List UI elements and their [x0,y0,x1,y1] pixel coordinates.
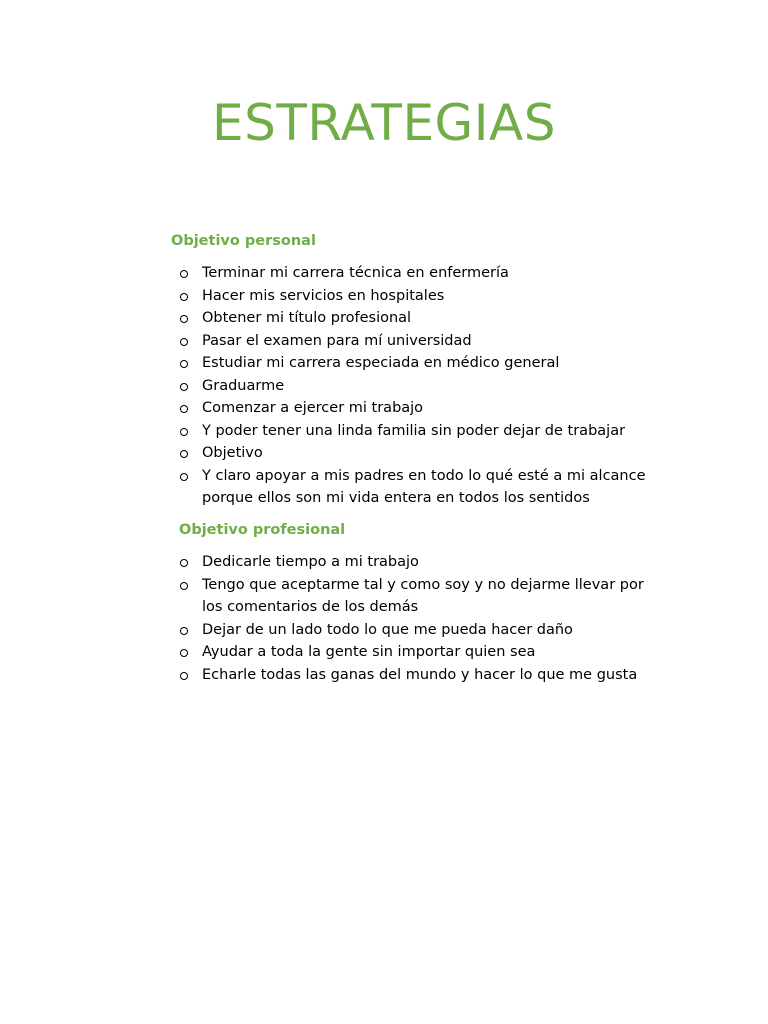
objetivo-personal-list [176,262,666,510]
list-item [176,262,666,285]
list-item-text: Pasar el examen para mí universidad [202,332,472,349]
list-item [176,551,666,574]
list-item [176,397,666,420]
list-item-text: Dejar de un lado todo lo que me pueda hacer daño [202,621,573,638]
list-item [176,285,666,308]
list-item [176,574,666,619]
list-item [176,619,666,642]
hollow-circle-bullet-icon [180,672,188,680]
list-item-text: Graduarme [202,377,285,394]
list-item-text: Ayudar a toda la gente sin importar quien sea [202,644,536,660]
list-item [176,641,666,664]
hollow-circle-bullet-icon [180,450,188,458]
list-item [176,420,666,443]
hollow-circle-bullet-icon [180,338,188,346]
list-item-text: Y claro apoyar a mis padres en todo lo qué esté a mi alcance porque ellos son mi vida entera en todos los sentidos [202,467,646,506]
list-item-text: Hacer mis servicios en hospitales [202,287,445,304]
hollow-circle-bullet-icon [180,473,188,481]
list-item-text: Comenzar a ejercer mi trabajo [202,400,424,416]
hollow-circle-bullet-icon [180,582,188,590]
document-title: ESTRATEGIAS [212,94,556,152]
list-item-text: Dedicarle tiempo a mi trabajo [202,554,419,570]
list-item-text: Y poder tener una linda familia sin poder dejar de trabajar [202,422,626,439]
hollow-circle-bullet-icon [180,559,188,567]
hollow-circle-bullet-icon [180,360,188,368]
list-item-text: Obtener mi título profesional [202,310,412,326]
hollow-circle-bullet-icon [180,649,188,657]
hollow-circle-bullet-icon [180,428,188,436]
hollow-circle-bullet-icon [180,383,188,391]
list-item [176,352,666,375]
hollow-circle-bullet-icon [180,405,188,413]
section-heading-objetivo-profesional: Objetivo profesional [179,522,346,538]
hollow-circle-bullet-icon [180,270,188,278]
hollow-circle-bullet-icon [180,315,188,323]
list-item-text: Tengo que aceptarme tal y como soy y no dejarme llevar por los comentarios de los demás [202,576,644,615]
hollow-circle-bullet-icon [180,293,188,301]
list-item-text: Estudiar mi carrera especiada en médico general [202,355,560,371]
list-item [176,664,666,687]
hollow-circle-bullet-icon [180,627,188,635]
list-item-text: Echarle todas las ganas del mundo y hacer lo que me gusta [202,666,638,683]
list-item [176,465,666,510]
list-item-text: Objetivo [202,445,263,461]
list-item-text: Terminar mi carrera técnica en enfermería [202,265,509,281]
list-item [176,442,666,465]
list-item [176,375,666,398]
list-item [176,330,666,353]
section-heading-objetivo-personal: Objetivo personal [171,233,316,249]
objetivo-profesional-list [176,551,666,686]
list-item [176,307,666,330]
